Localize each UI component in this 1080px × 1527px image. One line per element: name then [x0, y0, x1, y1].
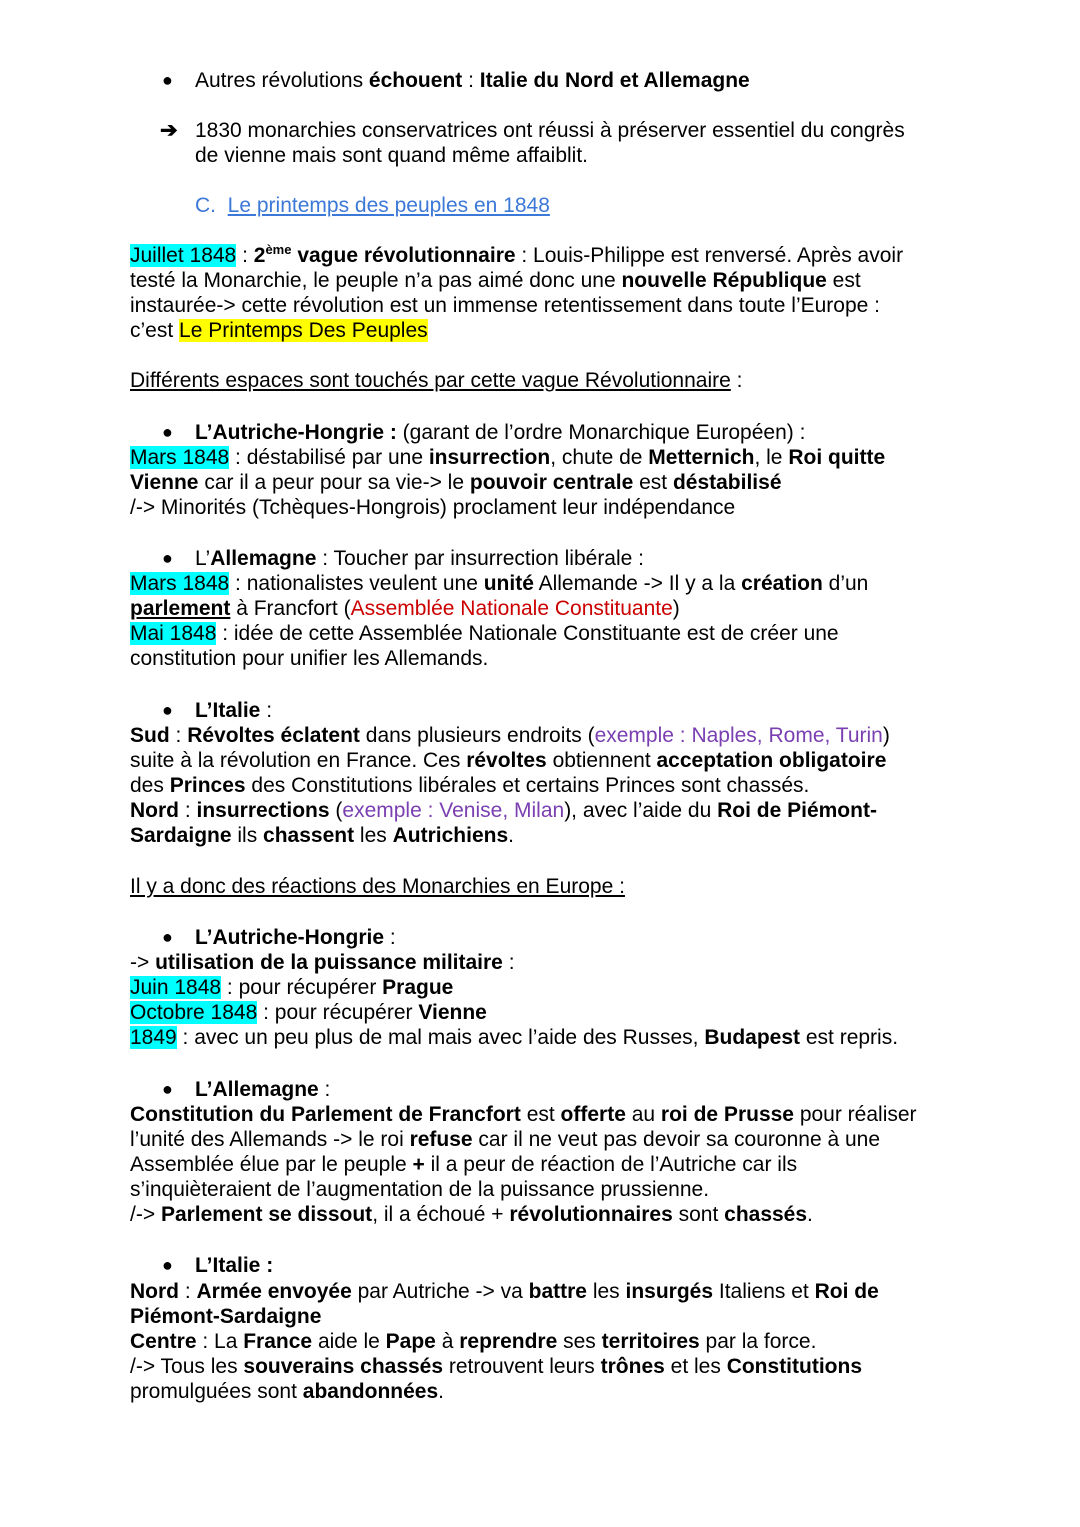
paragraph-line: -> utilisation de la puissance militaire : — [130, 951, 515, 974]
paragraph-line: instaurée-> cette révolution est un immense retentissement dans toute l’Europe : — [130, 294, 880, 317]
paragraph-line: Mars 1848 : nationalistes veulent une unité Allemande -> Il y a la création d’un — [130, 572, 869, 595]
bullet-heading: L’Italie : — [195, 699, 273, 722]
paragraph-line: Constitution du Parlement de Francfort est offerte au roi de Prusse pour réaliser — [130, 1103, 917, 1126]
conclusion-line-2: de vienne mais sont quand même affaiblit. — [195, 144, 589, 167]
bullet-heading: L’Allemagne : — [195, 1078, 331, 1101]
failed-revolutions-line: Autres révolutions échouent : Italie du Nord et Allemagne — [195, 69, 750, 92]
paragraph-line: c’est Le Printemps Des Peuples — [130, 319, 428, 342]
paragraph-line: Centre : La France aide le Pape à reprendre ses territoires par la force. — [130, 1330, 817, 1353]
bullet-heading: L’Autriche-Hongrie : — [195, 926, 396, 949]
paragraph-line: Sud : Révoltes éclatent dans plusieurs endroits (exemple : Naples, Rome, Turin) — [130, 724, 890, 747]
paragraph-line: /-> Tous les souverains chassés retrouvent leurs trônes et les Constitutions — [130, 1355, 862, 1378]
paragraph-line: des Princes des Constitutions libérales et certains Princes sont chassés. — [130, 774, 810, 797]
paragraph-line: Piémont-Sardaigne — [130, 1305, 322, 1328]
subheading: Différents espaces sont touchés par cette vague Révolutionnaire : — [130, 369, 743, 392]
bullet-heading: L’Italie : — [195, 1254, 274, 1277]
paragraph-line: l’unité des Allemands -> le roi refuse car il ne veut pas devoir sa couronne à une — [130, 1128, 881, 1151]
bullet-icon: ● — [162, 927, 173, 947]
paragraph-line: Assemblée élue par le peuple + il a peur de réaction de l’Autriche car ils — [130, 1153, 798, 1176]
bullet-icon: ● — [162, 1079, 173, 1099]
paragraph-line: Nord : insurrections (exemple : Venise, Milan), avec l’aide du Roi de Piémont- — [130, 799, 877, 822]
paragraph-line: Juin 1848 : pour récupérer Prague — [130, 976, 454, 999]
paragraph-line: Sardaigne ils chassent les Autrichiens. — [130, 824, 514, 847]
paragraph-line: Juillet 1848 : 2ème vague révolutionnaire : Louis-Philippe est renversé. Après avoir — [130, 242, 904, 267]
paragraph-line: promulguées sont abandonnées. — [130, 1380, 444, 1403]
paragraph-line: Mai 1848 : idée de cette Assemblée Nationale Constituante est de créer une — [130, 622, 839, 645]
bullet-icon: ● — [162, 548, 173, 568]
paragraph-line: constitution pour unifier les Allemands. — [130, 647, 489, 670]
paragraph-line: s’inquièteraient de l’augmentation de la puissance prussienne. — [130, 1178, 710, 1201]
subheading: Il y a donc des réactions des Monarchies en Europe : — [130, 875, 625, 898]
paragraph-line: Nord : Armée envoyée par Autriche -> va battre les insurgés Italiens et Roi de — [130, 1280, 879, 1303]
section-title: C. Le printemps des peuples en 1848 — [195, 194, 550, 217]
paragraph-line: parlement à Francfort (Assemblée Nationale Constituante) — [130, 597, 680, 620]
paragraph-line: Octobre 1848 : pour récupérer Vienne — [130, 1001, 487, 1024]
bullet-icon: ● — [162, 700, 173, 720]
paragraph-line: /-> Parlement se dissout, il a échoué + révolutionnaires sont chassés. — [130, 1203, 813, 1226]
bullet-heading: L’Allemagne : Toucher par insurrection libérale : — [195, 547, 645, 570]
paragraph-line: Vienne car il a peur pour sa vie-> le pouvoir centrale est déstabilisé — [130, 471, 782, 494]
paragraph-line: /-> Minorités (Tchèques-Hongrois) proclament leur indépendance — [130, 496, 736, 519]
bullet-icon: ● — [162, 70, 173, 90]
bullet-icon: ● — [162, 1255, 173, 1275]
conclusion-line-1: 1830 monarchies conservatrices ont réussi à préserver essentiel du congrès — [195, 119, 905, 142]
paragraph-line: 1849 : avec un peu plus de mal mais avec l’aide des Russes, Budapest est repris. — [130, 1026, 899, 1049]
bullet-heading: L’Autriche-Hongrie : (garant de l’ordre Monarchique Européen) : — [195, 421, 806, 444]
paragraph-line: Mars 1848 : déstabilisé par une insurrection, chute de Metternich, le Roi quitte — [130, 446, 886, 469]
paragraph-line: suite à la révolution en France. Ces révoltes obtiennent acceptation obligatoire — [130, 749, 887, 772]
paragraph-line: testé la Monarchie, le peuple n’a pas aimé donc une nouvelle République est — [130, 269, 861, 292]
bullet-icon: ● — [162, 422, 173, 442]
arrow-icon: ➔ — [160, 119, 178, 142]
